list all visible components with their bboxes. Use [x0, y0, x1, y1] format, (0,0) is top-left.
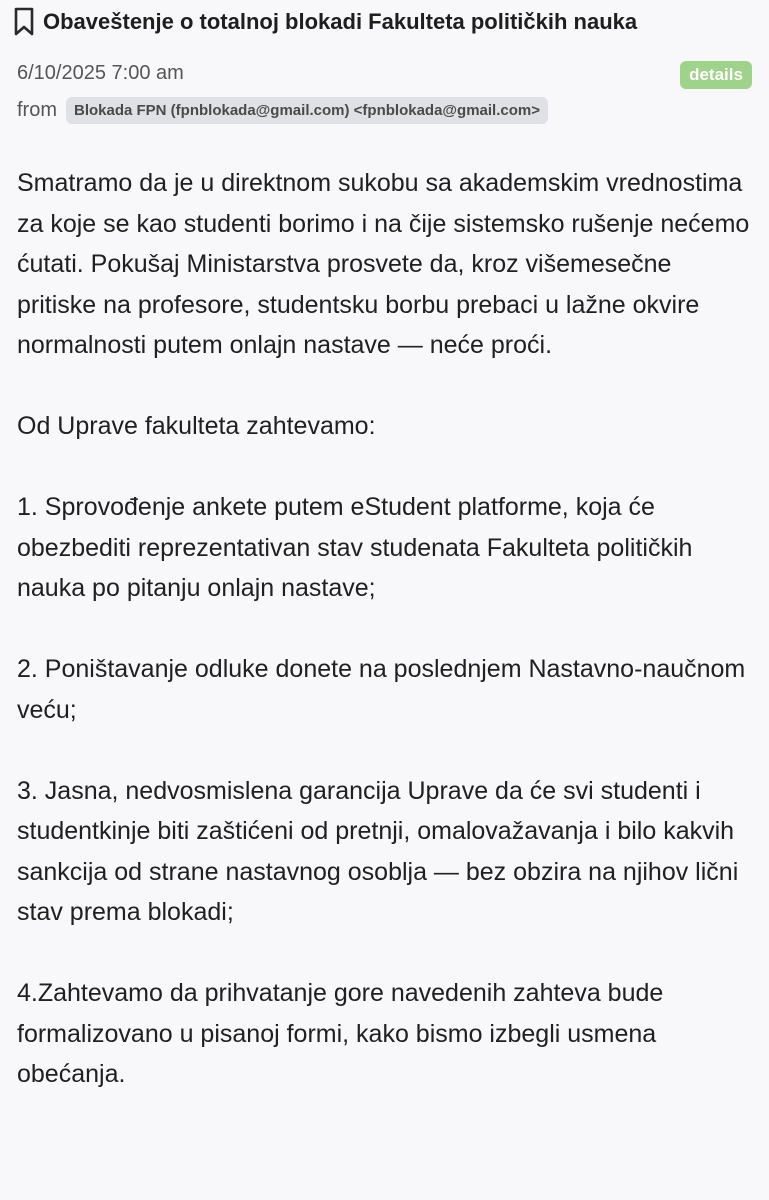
email-subject: Obaveštenje o totalnoj blokadi Fakulteta političkih nauka [43, 9, 638, 34]
body-paragraph-demand-2: 2. Poništavanje odluke donete na poslednjem Nastavno-naučnom veću; [17, 655, 746, 724]
bookmark-icon[interactable] [13, 7, 35, 37]
body-paragraph-demand-3: 3. Jasna, nedvosmislena garancija Uprave da će svi studenti i studentkinje biti zaštićeni od pretnji, omalovažavanja i bilo kakvih sankcija od strane nastavnog osoblja — bez obzira na njihov lični stav prema blokadi; [17, 776, 739, 926]
from-label: from [17, 99, 57, 121]
email-body [17, 163, 757, 1095]
from-row [17, 97, 548, 124]
email-date: 6/10/2025 7:00 am [17, 62, 184, 84]
sender-chip[interactable]: Blokada FPN (fpnblokada@gmail.com) <fpnblokada@gmail.com> [66, 97, 548, 124]
details-button[interactable]: details [680, 61, 752, 89]
body-paragraph-demand-1: 1. Sprovođenje ankete putem eStudent platforme, koja će obezbediti reprezentativan stav studenata Fakulteta političkih nauka po pitanju onlajn nastave; [17, 493, 693, 602]
body-paragraph-demand-4: 4.Zahtevamo da prihvatanje gore navedenih zahteva bude formalizovano u pisanoj formi, kako bismo izbegli usmena obećanja. [17, 979, 664, 1088]
body-paragraph-intro: Smatramo da je u direktnom sukobu sa akademskim vrednostima za koje se kao studenti borimo i na čije sistemsko rušenje nećemo ćutati. Pokušaj Ministarstva prosvete da, kroz višemesečne pritiske na profesore, studentsku borbu prebaci u lažne okvire normalnosti putem onlajn nastave — neće proći. [17, 169, 750, 359]
body-paragraph-demands-heading: Od Uprave fakulteta zahtevamo: [17, 412, 376, 440]
title-row [13, 5, 637, 39]
